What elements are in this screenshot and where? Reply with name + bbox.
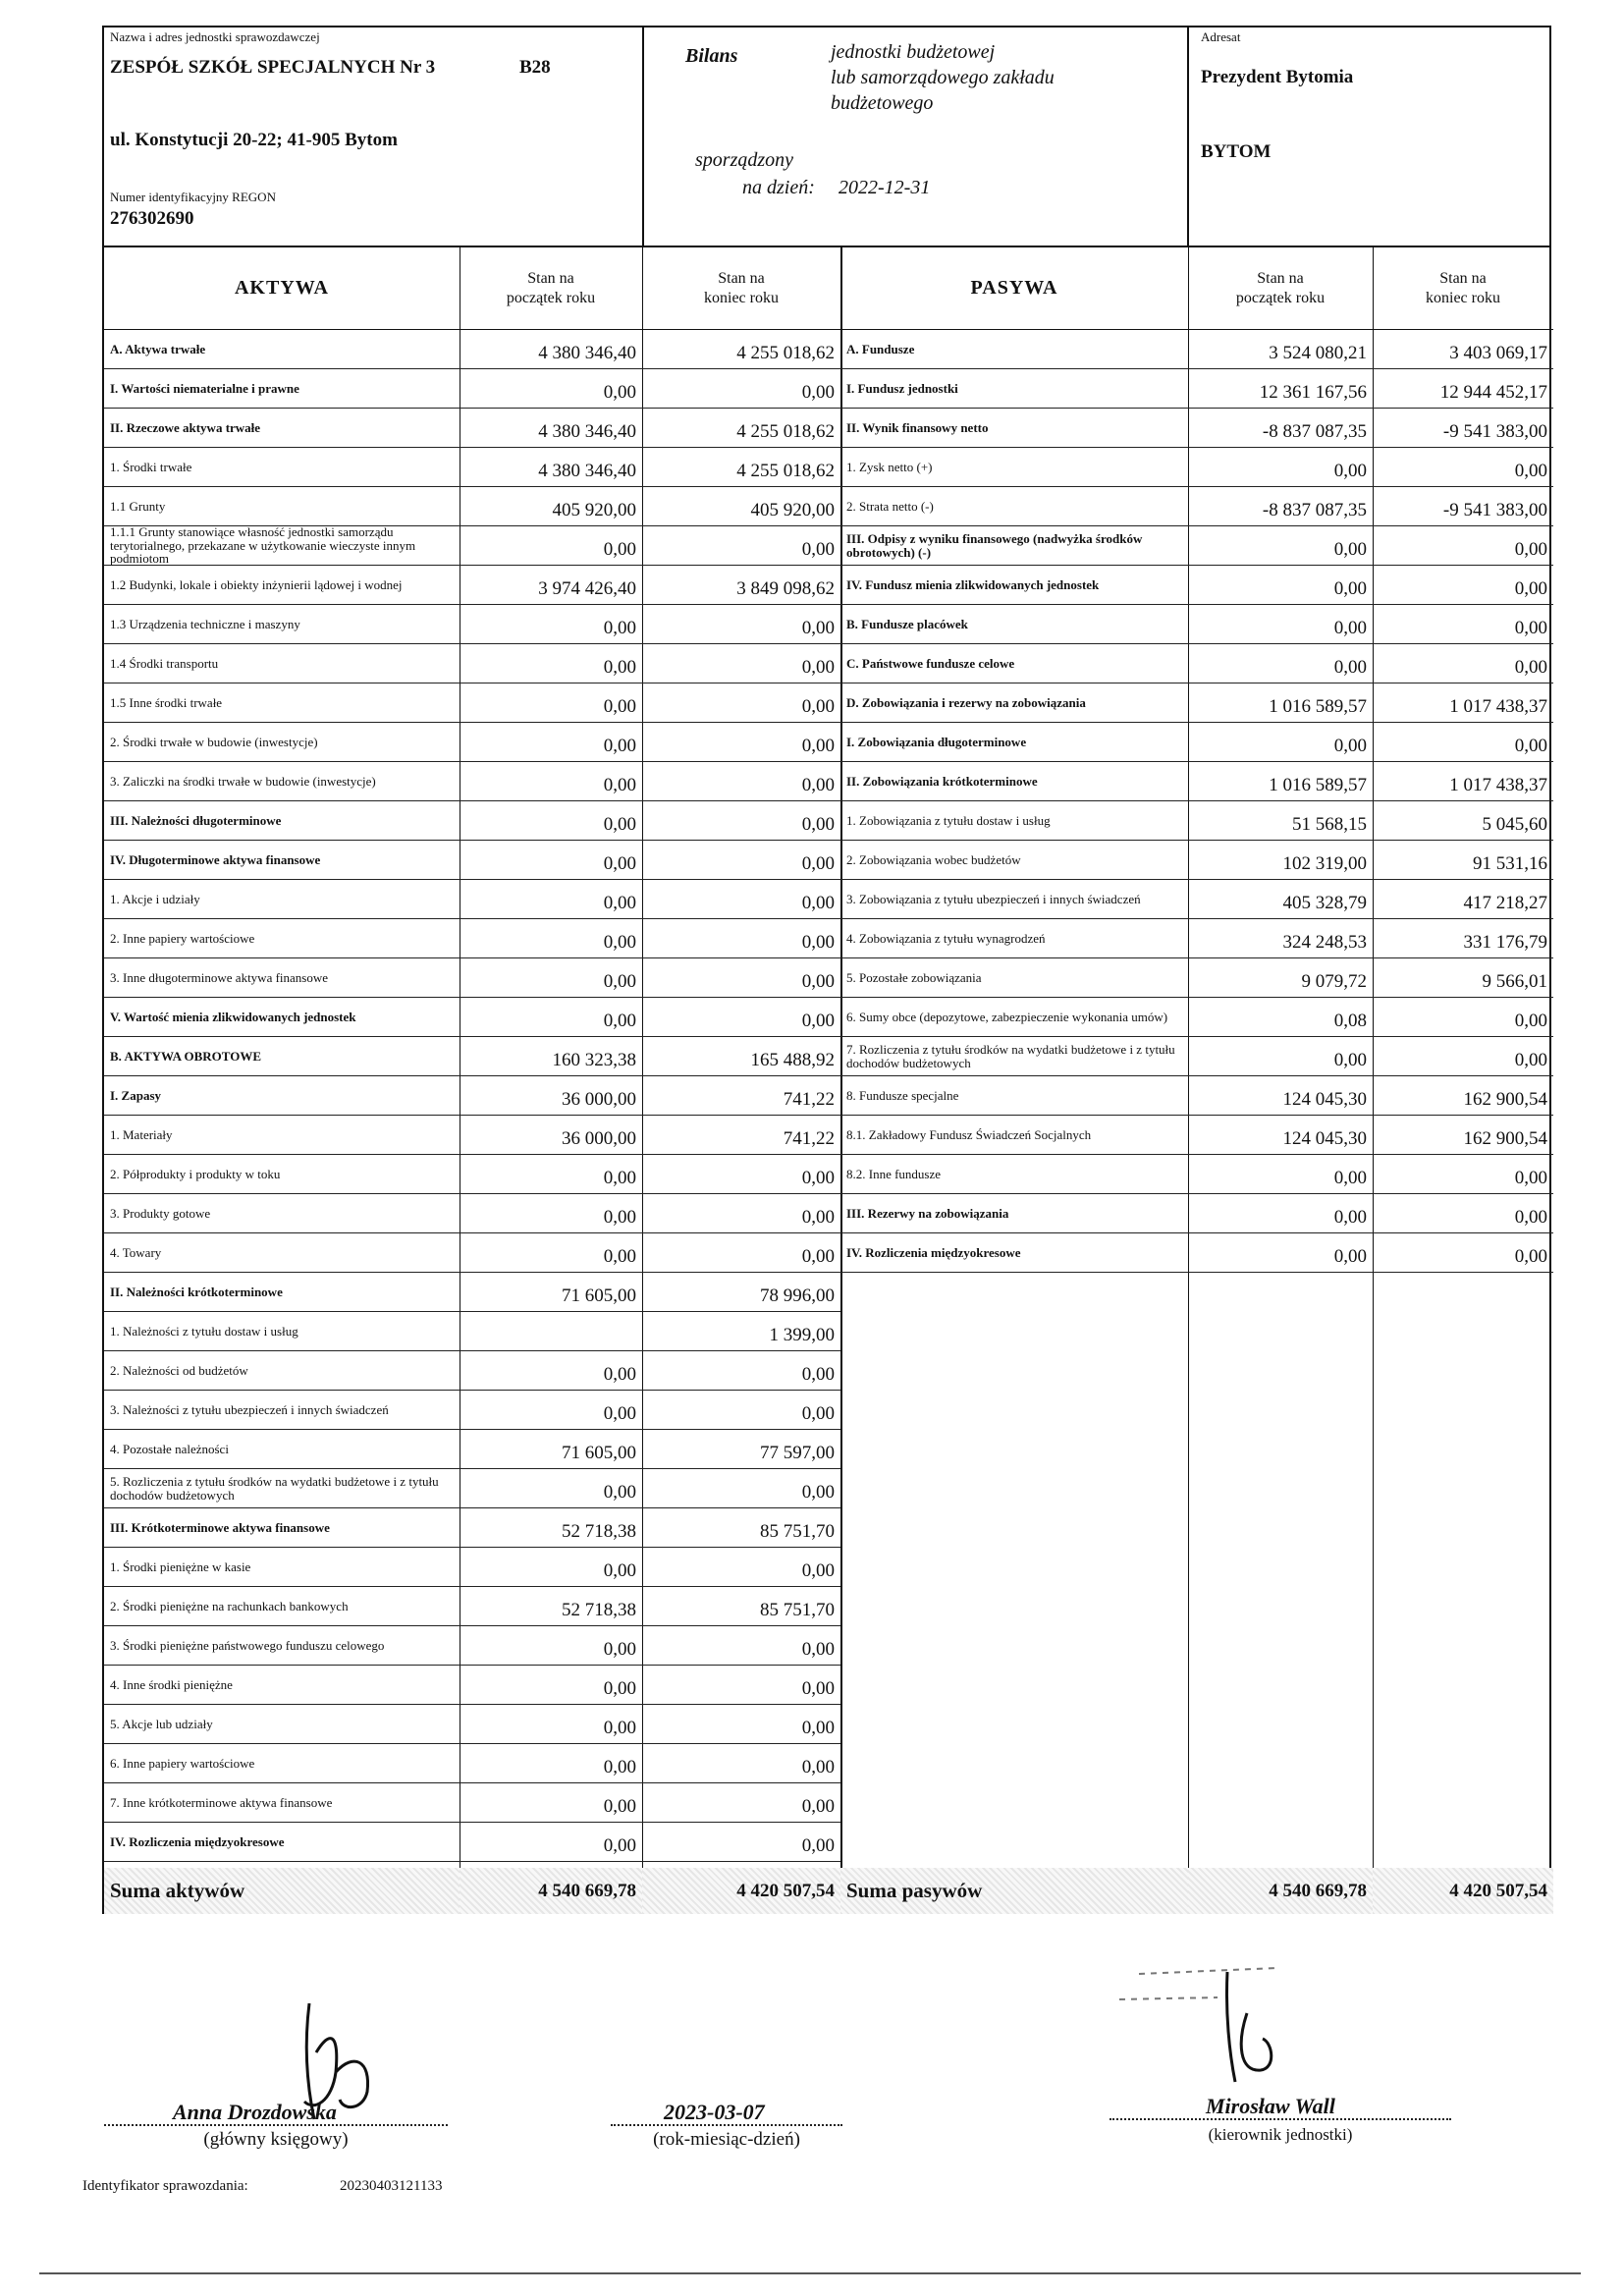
document-title-cell	[644, 27, 1189, 246]
unit-label: Nazwa i adres jednostki sprawozdawczej	[110, 29, 320, 44]
asset-row	[104, 448, 840, 487]
liabilities-end-header: Stan na koniec roku	[1373, 247, 1553, 330]
asset-row-start-value: 0,00	[603, 1639, 636, 1660]
liability-row-label: IV. Fundusz mienia zlikwidowanych jednostek	[846, 576, 1100, 592]
unit-code: B28	[519, 57, 551, 78]
asset-row-label: 5. Akcje lub udziały	[110, 1716, 213, 1731]
regon-number: 276302690	[110, 208, 194, 229]
asset-row-label: II. Rzeczowe aktywa trwałe	[110, 419, 261, 435]
asset-row-end-value: 78 996,00	[760, 1285, 835, 1306]
asset-row-end-value: 1 399,00	[769, 1325, 835, 1345]
liability-row-end-value: 0,00	[1514, 1246, 1547, 1267]
asset-row	[104, 1783, 840, 1823]
asset-row-start-value: 0,00	[603, 657, 636, 678]
balance-date: 2022-12-31	[839, 177, 931, 198]
asset-row-start-value: 52 718,38	[562, 1521, 636, 1542]
asset-row-start-value: 0,00	[603, 814, 636, 835]
liability-row-start-value: -8 837 087,35	[1262, 500, 1367, 520]
asset-row	[104, 1194, 840, 1233]
asset-row-end-value: 0,00	[801, 618, 835, 638]
asset-row-label: 4. Pozostałe należności	[110, 1441, 229, 1456]
doc-type: Bilans	[685, 45, 738, 67]
asset-row-start-value: 0,00	[603, 1718, 636, 1738]
asset-row	[104, 841, 840, 880]
asset-row	[104, 1273, 840, 1312]
asset-row-start-value: 52 718,38	[562, 1600, 636, 1620]
liability-row	[840, 1155, 1553, 1194]
liabilities-start-header: Stan na początek roku	[1188, 247, 1373, 330]
asset-row-label: 3. Inne długoterminowe aktywa finansowe	[110, 969, 329, 985]
liability-row-end-value: 162 900,54	[1463, 1128, 1547, 1149]
asset-row-end-value: 0,00	[801, 1011, 835, 1031]
accountant-signature-line	[104, 2124, 448, 2126]
liability-row	[840, 723, 1553, 762]
asset-row-start-value: 36 000,00	[562, 1128, 636, 1149]
asset-row-end-value: 0,00	[801, 736, 835, 756]
liability-row-start-value: 405 328,79	[1282, 893, 1367, 913]
liability-row	[840, 998, 1553, 1037]
liability-row-end-value: 0,00	[1514, 1207, 1547, 1228]
asset-row-label: 1. Środki trwałe	[110, 459, 192, 474]
liability-row	[840, 880, 1553, 919]
asset-row-start-value: 0,00	[603, 853, 636, 874]
page-bottom-line	[39, 2272, 1581, 2274]
asset-row	[104, 566, 840, 605]
liability-row-label: 2. Strata netto (-)	[846, 498, 934, 514]
date-label: na dzień:	[742, 177, 815, 198]
liability-row	[840, 566, 1553, 605]
asset-row	[104, 1469, 840, 1508]
liability-row-label: C. Państwowe fundusze celowe	[846, 655, 1015, 671]
asset-row-start-value: 0,00	[603, 736, 636, 756]
liability-row-end-value: 0,00	[1514, 618, 1547, 638]
liability-row-label: II. Wynik finansowy netto	[846, 419, 989, 435]
asset-row-end-value: 0,00	[801, 1246, 835, 1267]
assets-end-header: Stan na koniec roku	[642, 247, 840, 330]
liability-row-label: 4. Zobowiązania z tytułu wynagrodzeń	[846, 930, 1046, 946]
liability-row-label: 5. Pozostałe zobowiązania	[846, 969, 982, 985]
asset-row-start-value: 71 605,00	[562, 1443, 636, 1463]
asset-row-start-value: 0,00	[603, 382, 636, 403]
asset-row	[104, 958, 840, 998]
head-signature-line	[1110, 2118, 1451, 2120]
asset-row-start-value: 3 974 426,40	[538, 578, 636, 599]
liability-row	[840, 526, 1553, 566]
liability-row	[840, 330, 1553, 369]
asset-row	[104, 1391, 840, 1430]
assets-column-header: AKTYWA	[104, 247, 460, 330]
asset-row	[104, 1037, 840, 1076]
doc-subtitle-3: budżetowego	[831, 92, 934, 114]
asset-row-start-value: 0,00	[603, 696, 636, 717]
liability-row	[840, 1194, 1553, 1233]
liability-row-label: A. Fundusze	[846, 341, 915, 356]
asset-row-label: 1. Należności z tytułu dostaw i usług	[110, 1323, 298, 1339]
liability-row-label: I. Zobowiązania długoterminowe	[846, 734, 1027, 749]
asset-row-label: 1. Środki pieniężne w kasie	[110, 1558, 251, 1574]
asset-row-label: IV. Rozliczenia międzyokresowe	[110, 1833, 285, 1849]
liability-row-end-value: -9 541 383,00	[1442, 500, 1547, 520]
asset-row-label: IV. Długoterminowe aktywa finansowe	[110, 851, 321, 867]
liability-row-label: 3. Zobowiązania z tytułu ubezpieczeń i innych świadczeń	[846, 891, 1141, 906]
liability-row-start-value: 102 319,00	[1282, 853, 1367, 874]
liability-row-end-value: 0,00	[1514, 539, 1547, 560]
liability-row-start-value: 51 568,15	[1292, 814, 1367, 835]
liability-row	[840, 762, 1553, 801]
asset-row	[104, 1233, 840, 1273]
asset-row-end-value: 85 751,70	[760, 1600, 835, 1620]
asset-row	[104, 409, 840, 448]
liability-row-start-value: 0,00	[1333, 1168, 1367, 1188]
asset-row	[104, 526, 840, 566]
asset-row	[104, 1548, 840, 1587]
head-role: (kierownik jednostki)	[1208, 2125, 1353, 2144]
liability-row-start-value: 0,00	[1333, 736, 1367, 756]
addressee-city: BYTOM	[1201, 141, 1272, 162]
asset-row-start-value: 0,00	[603, 1796, 636, 1817]
asset-row-start-value: 36 000,00	[562, 1089, 636, 1110]
assets-start-header: Stan na początek roku	[460, 247, 642, 330]
liability-row-label: 1. Zysk netto (+)	[846, 459, 933, 474]
liability-row	[840, 448, 1553, 487]
asset-row	[104, 1155, 840, 1194]
asset-row-start-value: 0,00	[603, 893, 636, 913]
accountant-name: Anna Drozdowska	[173, 2100, 337, 2124]
liability-row-end-value: 9 566,01	[1482, 971, 1547, 992]
liability-row-start-value: 0,00	[1333, 1246, 1367, 1267]
asset-row-end-value: 0,00	[801, 1560, 835, 1581]
addressee-cell	[1189, 27, 1549, 246]
asset-row	[104, 644, 840, 683]
asset-row	[104, 1587, 840, 1626]
asset-row-start-value: 0,00	[603, 1246, 636, 1267]
liability-row-label: D. Zobowiązania i rezerwy na zobowiązania	[846, 694, 1086, 710]
liability-row-start-value: 124 045,30	[1282, 1128, 1367, 1149]
asset-row-start-value: 0,00	[603, 1678, 636, 1699]
asset-row-end-value: 4 255 018,62	[736, 343, 835, 363]
asset-row-start-value: 0,00	[603, 1482, 636, 1503]
assets-total-label: Suma aktywów	[104, 1868, 460, 1914]
liability-row-start-value: -8 837 087,35	[1262, 421, 1367, 442]
asset-row-end-value: 0,00	[801, 382, 835, 403]
asset-row-label: B. AKTYWA OBROTOWE	[110, 1048, 261, 1064]
asset-row-end-value: 0,00	[801, 814, 835, 835]
liability-row-end-value: 331 176,79	[1463, 932, 1547, 953]
asset-row-label: V. Wartość mienia zlikwidowanych jednostek	[110, 1009, 356, 1024]
asset-row	[104, 369, 840, 409]
asset-row-end-value: 0,00	[801, 893, 835, 913]
asset-row	[104, 801, 840, 841]
asset-row-start-value: 0,00	[603, 971, 636, 992]
unit-name: ZESPÓŁ SZKÓŁ SPECJALNYCH Nr 3	[110, 57, 436, 78]
asset-row-end-value: 4 255 018,62	[736, 421, 835, 442]
asset-row-label: 2. Należności od budżetów	[110, 1362, 248, 1378]
asset-row-label: II. Należności krótkoterminowe	[110, 1284, 283, 1299]
asset-row-label: 3. Środki pieniężne państwowego funduszu celowego	[110, 1637, 385, 1653]
report-id-label: Identyfikator sprawozdania:	[82, 2178, 248, 2194]
liability-row	[840, 1076, 1553, 1116]
asset-row-start-value: 0,00	[603, 1403, 636, 1424]
asset-row-start-value	[460, 1312, 642, 1350]
report-header	[102, 26, 1551, 247]
asset-row	[104, 1626, 840, 1666]
liability-row-label: 2. Zobowiązania wobec budżetów	[846, 851, 1021, 867]
liability-row-end-value: 0,00	[1514, 657, 1547, 678]
asset-row-end-value: 0,00	[801, 1639, 835, 1660]
liability-row-end-value: 0,00	[1514, 461, 1547, 481]
liability-row-label: 8. Fundusze specjalne	[846, 1087, 959, 1103]
asset-row	[104, 998, 840, 1037]
liability-row-start-value: 12 361 167,56	[1259, 382, 1367, 403]
liability-row	[840, 605, 1553, 644]
asset-row	[104, 1430, 840, 1469]
asset-row-start-value: 0,00	[603, 1364, 636, 1385]
addressee-label: Adresat	[1201, 29, 1241, 44]
asset-row	[104, 1823, 840, 1862]
asset-row-end-value: 741,22	[783, 1089, 835, 1110]
asset-row-label: 1. Akcje i udziały	[110, 891, 200, 906]
asset-row-label: 3. Zaliczki na środki trwałe w budowie (inwestycje)	[110, 773, 376, 789]
liability-row-label: 1. Zobowiązania z tytułu dostaw i usług	[846, 812, 1051, 828]
asset-row	[104, 1351, 840, 1391]
asset-row-end-value: 0,00	[801, 775, 835, 795]
asset-row-start-value: 0,00	[603, 1560, 636, 1581]
liability-row-label: 7. Rozliczenia z tytułu środków na wydatki budżetowe i z tytułu dochodów budżetowych	[846, 1041, 1175, 1070]
liabilities-column-header: PASYWA	[840, 247, 1188, 330]
asset-row-label: 2. Inne papiery wartościowe	[110, 930, 255, 946]
asset-row	[104, 1705, 840, 1744]
liability-row	[840, 487, 1553, 526]
liability-row	[840, 683, 1553, 723]
asset-row-label: III. Krótkoterminowe aktywa finansowe	[110, 1519, 330, 1535]
addressee: Prezydent Bytomia	[1201, 67, 1354, 87]
asset-row-end-value: 3 849 098,62	[736, 578, 835, 599]
liability-row-label: B. Fundusze placówek	[846, 616, 968, 631]
asset-row-end-value: 0,00	[801, 1835, 835, 1856]
assets-total-start: 4 540 669,78	[460, 1868, 642, 1914]
asset-row-start-value: 0,00	[603, 539, 636, 560]
asset-row-label: 1.2 Budynki, lokale i obiekty inżynierii lądowej i wodnej	[110, 576, 403, 592]
liability-row-start-value: 0,00	[1333, 1207, 1367, 1228]
asset-row-end-value: 0,00	[801, 539, 835, 560]
asset-row	[104, 683, 840, 723]
asset-row-start-value: 0,00	[603, 1011, 636, 1031]
asset-row-start-value: 4 380 346,40	[538, 461, 636, 481]
liability-row	[840, 1037, 1553, 1076]
asset-row-end-value: 0,00	[801, 1207, 835, 1228]
asset-row-end-value: 0,00	[801, 1796, 835, 1817]
liability-row-end-value: 91 531,16	[1473, 853, 1547, 874]
asset-row-end-value: 0,00	[801, 1718, 835, 1738]
doc-subtitle-1: jednostki budżetowej	[831, 41, 996, 63]
asset-row-start-value: 4 380 346,40	[538, 421, 636, 442]
liability-row	[840, 644, 1553, 683]
asset-row-label: 1.5 Inne środki trwałe	[110, 694, 223, 710]
liabilities-total-end: 4 420 507,54	[1373, 1868, 1553, 1914]
asset-row-label: 4. Inne środki pieniężne	[110, 1676, 233, 1692]
asset-row-label: 5. Rozliczenia z tytułu środków na wydatki budżetowe i z tytułu dochodów budżetowych	[110, 1473, 439, 1503]
liability-row-end-value: 12 944 452,17	[1439, 382, 1547, 403]
liability-row-label: 8.2. Inne fundusze	[846, 1166, 942, 1181]
asset-row-label: 1. Materiały	[110, 1126, 173, 1142]
report-date: 2023-03-07	[664, 2100, 765, 2124]
doc-subtitle-2: lub samorządowego zakładu	[831, 67, 1055, 88]
unit-address: ul. Konstytucji 20-22; 41-905 Bytom	[110, 130, 398, 150]
liability-row	[840, 801, 1553, 841]
asset-row-end-value: 77 597,00	[760, 1443, 835, 1463]
asset-row	[104, 1666, 840, 1705]
asset-row-end-value: 741,22	[783, 1128, 835, 1149]
liability-row-end-value: 1 017 438,37	[1449, 696, 1547, 717]
liability-row-label: I. Fundusz jednostki	[846, 380, 958, 396]
asset-row-label: III. Należności długoterminowe	[110, 812, 282, 828]
liability-row-start-value: 0,00	[1333, 657, 1367, 678]
asset-row-label: I. Zapasy	[110, 1087, 162, 1103]
liability-row-start-value: 0,00	[1333, 618, 1367, 638]
asset-row	[104, 880, 840, 919]
asset-row-end-value: 0,00	[801, 971, 835, 992]
liability-row	[840, 919, 1553, 958]
asset-row	[104, 723, 840, 762]
liability-row-end-value: 3 403 069,17	[1449, 343, 1547, 363]
liability-row-end-value: 0,00	[1514, 736, 1547, 756]
asset-row-start-value: 0,00	[603, 618, 636, 638]
asset-row-end-value: 4 255 018,62	[736, 461, 835, 481]
liability-row	[840, 409, 1553, 448]
report-id: 20230403121133	[340, 2178, 443, 2194]
liability-row-end-value: 0,00	[1514, 1168, 1547, 1188]
asset-row-end-value: 0,00	[801, 1482, 835, 1503]
asset-row	[104, 1116, 840, 1155]
asset-row-start-value: 0,00	[603, 1168, 636, 1188]
asset-row-end-value: 165 488,92	[750, 1050, 835, 1070]
asset-row-end-value: 0,00	[801, 1364, 835, 1385]
asset-row	[104, 919, 840, 958]
liability-row	[840, 1233, 1553, 1273]
liability-row	[840, 958, 1553, 998]
accountant-role: (główny księgowy)	[203, 2129, 349, 2150]
liability-row-end-value: -9 541 383,00	[1442, 421, 1547, 442]
liability-row-start-value: 0,08	[1333, 1011, 1367, 1031]
liability-row-end-value: 0,00	[1514, 1050, 1547, 1070]
asset-row-end-value: 0,00	[801, 1678, 835, 1699]
asset-row-start-value: 0,00	[603, 775, 636, 795]
liabilities-total-start: 4 540 669,78	[1188, 1868, 1373, 1914]
liability-row-start-value: 0,00	[1333, 578, 1367, 599]
asset-row-end-value: 0,00	[801, 932, 835, 953]
asset-row-end-value: 0,00	[801, 1168, 835, 1188]
asset-row-start-value: 160 323,38	[552, 1050, 636, 1070]
balance-sheet-table	[102, 247, 1551, 1914]
asset-row	[104, 330, 840, 369]
liability-row-label: III. Odpisy z wyniku finansowego (nadwyżka środków obrotowych) (-)	[846, 530, 1143, 560]
liability-row-label: III. Rezerwy na zobowiązania	[846, 1205, 1009, 1221]
liability-row-start-value: 0,00	[1333, 539, 1367, 560]
prepared-label: sporządzony	[695, 149, 794, 171]
liability-row-end-value: 0,00	[1514, 578, 1547, 599]
unit-stamp	[1080, 1954, 1375, 2102]
date-line	[611, 2124, 842, 2126]
asset-row-label: 1.1 Grunty	[110, 498, 166, 514]
asset-row-end-value: 0,00	[801, 1403, 835, 1424]
asset-row-label: A. Aktywa trwałe	[110, 341, 206, 356]
liability-row-start-value: 124 045,30	[1282, 1089, 1367, 1110]
assets-total-end: 4 420 507,54	[642, 1868, 840, 1914]
asset-row-label: 3. Należności z tytułu ubezpieczeń i innych świadczeń	[110, 1401, 389, 1417]
asset-row-start-value: 4 380 346,40	[538, 343, 636, 363]
asset-row-label: 1.1.1 Grunty stanowiące własność jednostki samorządu terytorialnego, przekazane w użytkowanie wieczyste innym podmiotom	[110, 524, 416, 567]
liability-row-start-value: 324 248,53	[1282, 932, 1367, 953]
asset-row	[104, 487, 840, 526]
asset-row	[104, 1312, 840, 1351]
regon-label: Numer identyfikacyjny REGON	[110, 190, 276, 204]
liability-row-end-value: 162 900,54	[1463, 1089, 1547, 1110]
asset-row-label: 7. Inne krótkoterminowe aktywa finansowe	[110, 1794, 333, 1810]
liability-row-label: II. Zobowiązania krótkoterminowe	[846, 773, 1038, 789]
asset-row-label: 4. Towary	[110, 1244, 162, 1260]
liability-row-start-value: 0,00	[1333, 461, 1367, 481]
liabilities-total-label: Suma pasywów	[840, 1868, 1188, 1914]
liability-row-end-value: 1 017 438,37	[1449, 775, 1547, 795]
asset-row	[104, 1508, 840, 1548]
liability-row	[840, 1116, 1553, 1155]
liability-row	[840, 369, 1553, 409]
asset-row-label: 3. Produkty gotowe	[110, 1205, 211, 1221]
asset-row-end-value: 0,00	[801, 696, 835, 717]
asset-row-start-value: 71 605,00	[562, 1285, 636, 1306]
asset-row-start-value: 405 920,00	[552, 500, 636, 520]
asset-row	[104, 1744, 840, 1783]
liability-row-start-value: 3 524 080,21	[1269, 343, 1367, 363]
asset-row	[104, 1076, 840, 1116]
asset-row-end-value: 0,00	[801, 853, 835, 874]
liability-row-start-value: 1 016 589,57	[1269, 696, 1367, 717]
asset-row-end-value: 0,00	[801, 1757, 835, 1777]
liability-row-start-value: 1 016 589,57	[1269, 775, 1367, 795]
asset-row-end-value: 0,00	[801, 657, 835, 678]
liability-row-label: 6. Sumy obce (depozytowe, zabezpieczenie wykonania umów)	[846, 1009, 1168, 1024]
asset-row-label: 1.4 Środki transportu	[110, 655, 219, 671]
liability-row-label: 8.1. Zakładowy Fundusz Świadczeń Socjalnych	[846, 1126, 1092, 1142]
head-name: Mirosław Wall	[1206, 2094, 1335, 2118]
liability-row-end-value: 0,00	[1514, 1011, 1547, 1031]
asset-row	[104, 605, 840, 644]
liability-row-label: IV. Rozliczenia międzyokresowe	[846, 1244, 1021, 1260]
asset-row-label: 2. Środki trwałe w budowie (inwestycje)	[110, 734, 318, 749]
asset-row-end-value: 405 920,00	[750, 500, 835, 520]
asset-row-label: 6. Inne papiery wartościowe	[110, 1755, 255, 1771]
asset-row-start-value: 0,00	[603, 1835, 636, 1856]
reporting-unit-cell	[104, 27, 644, 246]
liability-row-start-value: 0,00	[1333, 1050, 1367, 1070]
liability-row	[840, 841, 1553, 880]
asset-row-label: 2. Półprodukty i produkty w toku	[110, 1166, 281, 1181]
liability-row-end-value: 417 218,27	[1463, 893, 1547, 913]
asset-row-label: 2. Środki pieniężne na rachunkach bankowych	[110, 1598, 349, 1613]
asset-row-start-value: 0,00	[603, 932, 636, 953]
asset-row-start-value: 0,00	[603, 1207, 636, 1228]
liability-row-start-value: 9 079,72	[1301, 971, 1367, 992]
asset-row-end-value: 85 751,70	[760, 1521, 835, 1542]
asset-row-start-value: 0,00	[603, 1757, 636, 1777]
asset-row	[104, 762, 840, 801]
asset-row-label: I. Wartości niematerialne i prawne	[110, 380, 299, 396]
liability-row-end-value: 5 045,60	[1482, 814, 1547, 835]
date-caption: (rok-miesiąc-dzień)	[653, 2129, 800, 2150]
asset-row-label: 1.3 Urządzenia techniczne i maszyny	[110, 616, 300, 631]
